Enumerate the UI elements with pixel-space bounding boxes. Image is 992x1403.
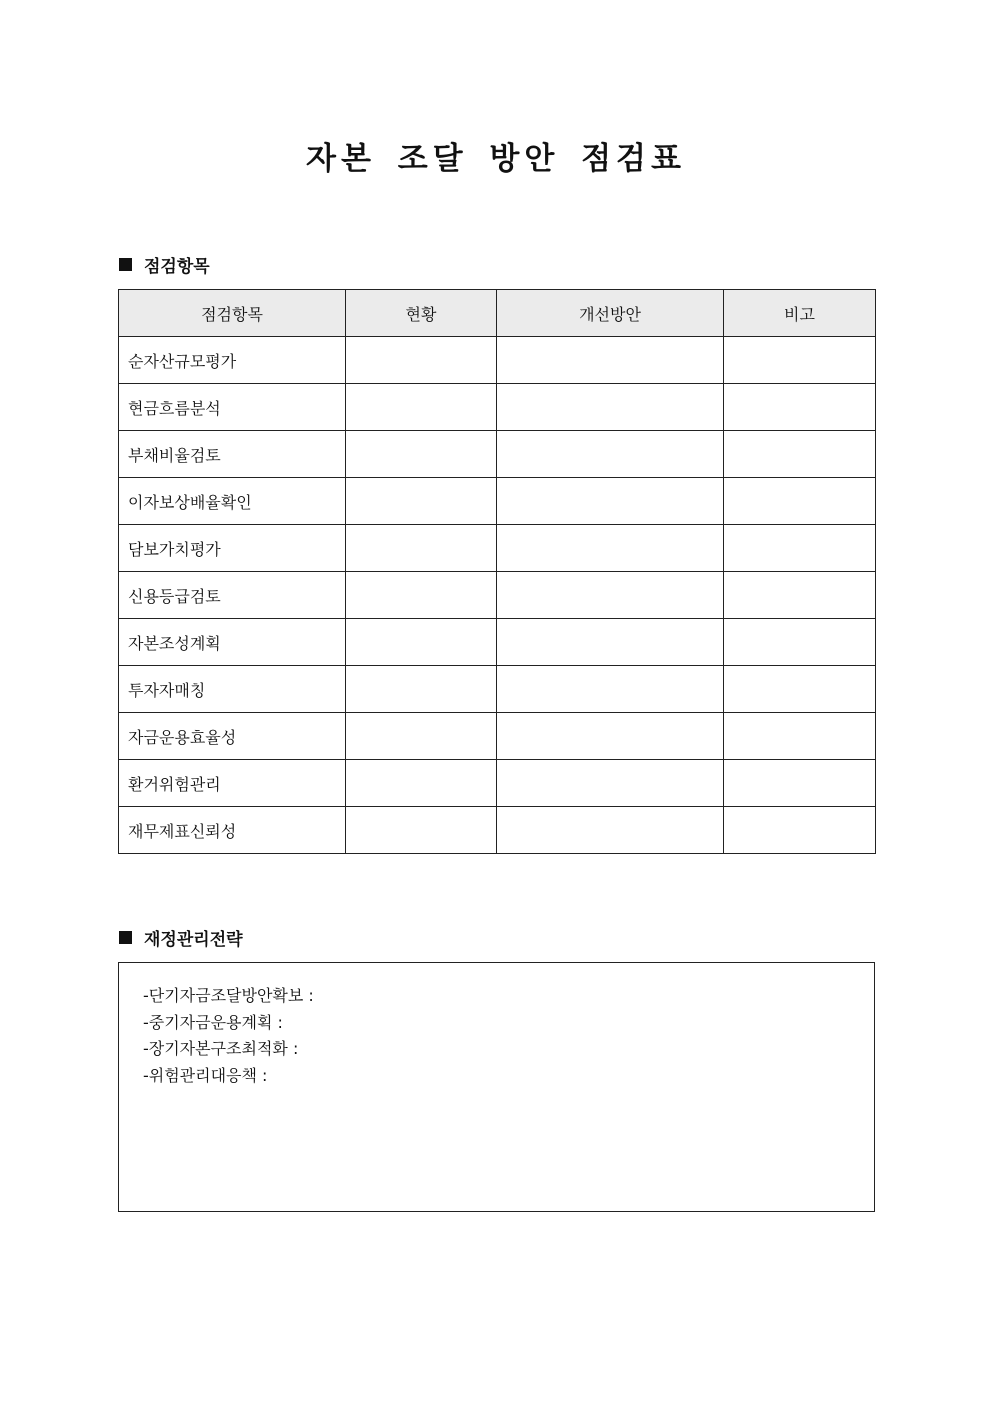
check-table: [118, 289, 876, 854]
remarks-cell[interactable]: [724, 760, 876, 807]
strategy-line: -단기자금조달방안확보 :: [143, 986, 314, 1005]
column-header: 현황: [346, 290, 497, 337]
improvement-cell[interactable]: [497, 666, 724, 713]
status-cell[interactable]: [346, 478, 497, 525]
improvement-cell[interactable]: [497, 760, 724, 807]
strategy-list: [119, 963, 874, 1089]
strategy-line: -위험관리대응책 :: [143, 1065, 268, 1085]
table-row: [119, 384, 876, 431]
remarks-cell[interactable]: [724, 572, 876, 619]
status-cell[interactable]: [346, 807, 497, 854]
item-cell: 자금운용효율성: [119, 713, 346, 760]
table-row: [119, 713, 876, 760]
item-cell: 부채비율검토: [119, 431, 346, 478]
section-heading-label: 재정관리전략: [144, 930, 243, 950]
column-header: 점검항목: [119, 290, 346, 337]
item-cell: 환거위험관리: [119, 760, 346, 807]
column-header: 개선방안: [497, 290, 724, 337]
table-row: [119, 572, 876, 619]
improvement-cell[interactable]: [497, 431, 724, 478]
item-cell: 재무제표신뢰성: [119, 807, 346, 854]
section-heading-check-items: [119, 252, 210, 277]
improvement-cell[interactable]: [497, 525, 724, 572]
table-row: [119, 807, 876, 854]
item-cell: 신용등급검토: [119, 572, 346, 619]
table-row: [119, 431, 876, 478]
table-row: [119, 666, 876, 713]
column-header: 비고: [724, 290, 876, 337]
remarks-cell[interactable]: [724, 431, 876, 478]
status-cell[interactable]: [346, 337, 497, 384]
remarks-cell[interactable]: [724, 619, 876, 666]
table-row: [119, 760, 876, 807]
improvement-cell[interactable]: [497, 337, 724, 384]
item-cell: 투자자매칭: [119, 666, 346, 713]
status-cell[interactable]: [346, 619, 497, 666]
remarks-cell[interactable]: [724, 337, 876, 384]
improvement-cell[interactable]: [497, 807, 724, 854]
status-cell[interactable]: [346, 713, 497, 760]
table-row: [119, 525, 876, 572]
table-header-row: [119, 290, 876, 337]
strategy-box[interactable]: [118, 962, 875, 1212]
item-cell: 담보가치평가: [119, 525, 346, 572]
item-cell: 현금흐름분석: [119, 384, 346, 431]
improvement-cell[interactable]: [497, 572, 724, 619]
status-cell[interactable]: [346, 525, 497, 572]
remarks-cell[interactable]: [724, 666, 876, 713]
status-cell[interactable]: [346, 431, 497, 478]
page-title: 자본 조달 방안 점검표: [306, 141, 686, 177]
remarks-cell[interactable]: [724, 713, 876, 760]
remarks-cell[interactable]: [724, 807, 876, 854]
remarks-cell[interactable]: [724, 478, 876, 525]
table-row: [119, 619, 876, 666]
improvement-cell[interactable]: [497, 713, 724, 760]
table-row: [119, 478, 876, 525]
status-cell[interactable]: [346, 760, 497, 807]
status-cell[interactable]: [346, 572, 497, 619]
section-heading-financial-strategy: [119, 925, 243, 950]
improvement-cell[interactable]: [497, 478, 724, 525]
item-cell: 순자산규모평가: [119, 337, 346, 384]
item-cell: 자본조성계획: [119, 619, 346, 666]
improvement-cell[interactable]: [497, 619, 724, 666]
table-row: [119, 337, 876, 384]
square-bullet-icon: [119, 258, 132, 271]
status-cell[interactable]: [346, 384, 497, 431]
section-heading-label: 점검항목: [144, 257, 210, 277]
strategy-line: -장기자본구조최적화 :: [143, 1039, 299, 1058]
status-cell[interactable]: [346, 666, 497, 713]
item-cell: 이자보상배율확인: [119, 478, 346, 525]
square-bullet-icon: [119, 931, 132, 944]
remarks-cell[interactable]: [724, 525, 876, 572]
strategy-line: -중기자금운용계획 :: [143, 1012, 283, 1032]
improvement-cell[interactable]: [497, 384, 724, 431]
remarks-cell[interactable]: [724, 384, 876, 431]
